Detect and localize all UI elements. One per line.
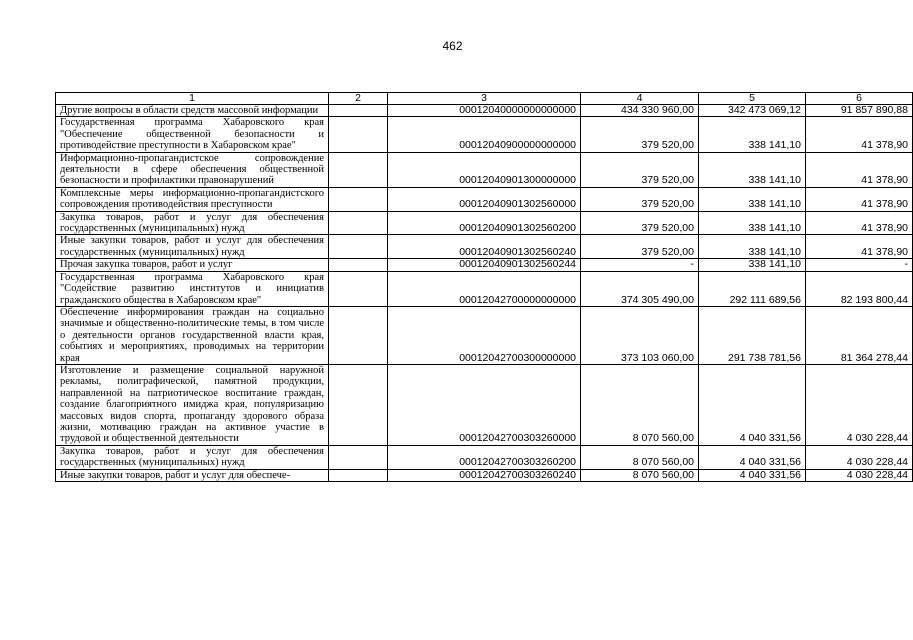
row-value-col6: 41 378,90 [806,117,913,152]
row-code-cell: 00012040901302560240 [388,235,581,259]
table-header-row [56,93,913,105]
column-header-3: 3 [388,93,581,105]
row-name-cell: Обеспечение информирования граждан на социально значимые и общественно-политические темы, в том числе о деятельности органов государственной власти края, событиях и мероприятиях, проводимых на территории края [56,306,329,364]
row-value-col6: 41 378,90 [806,235,913,259]
row-value-col6: - [806,259,913,271]
table-row [56,364,913,445]
row-value-col4: 8 070 560,00 [581,445,699,469]
row-col2-cell [329,306,388,364]
row-value-col6: 4 030 228,44 [806,445,913,469]
row-col2-cell [329,105,388,117]
row-code-cell: 00012040901302560200 [388,211,581,235]
row-col2-cell [329,364,388,445]
row-col2-cell [329,117,388,152]
row-code-cell: 00012040900000000000 [388,117,581,152]
column-header-2: 2 [329,93,388,105]
row-code-cell: 00012042700303260000 [388,364,581,445]
row-value-col6: 41 378,90 [806,211,913,235]
row-value-col4: 379 520,00 [581,211,699,235]
row-value-col6: 82 193 800,44 [806,271,913,306]
row-value-col4: 8 070 560,00 [581,469,699,481]
row-code-cell: 00012042700303260240 [388,469,581,481]
row-value-col5: 4 040 331,56 [699,364,806,445]
table-row [56,105,913,117]
row-code-cell: 00012040901300000000 [388,152,581,187]
table-row [56,469,913,481]
column-header-5: 5 [699,93,806,105]
row-value-col4: 379 520,00 [581,152,699,187]
row-value-col4: 374 305 490,00 [581,271,699,306]
row-value-col4: 373 103 060,00 [581,306,699,364]
row-name-cell: Прочая закупка товаров, работ и услуг [56,259,329,271]
row-value-col6: 41 378,90 [806,187,913,211]
row-value-col4: 379 520,00 [581,187,699,211]
row-code-cell: 00012040901302560000 [388,187,581,211]
table-row [56,235,913,259]
row-value-col6: 41 378,90 [806,152,913,187]
row-value-col6: 81 364 278,44 [806,306,913,364]
row-code-cell: 00012042700300000000 [388,306,581,364]
column-header-6: 6 [806,93,913,105]
row-name-cell: Иные закупки товаров, работ и услуг для обеспече- [56,469,329,481]
row-name-cell: Закупка товаров, работ и услуг для обеспечения государственных (муниципальных) нужд [56,211,329,235]
row-name-cell: Изготовление и размещение социальной наружной рекламы, полиграфической, памятной продукции, направленной на патриотическое воспитание граждан, создание благоприятного имиджа края, популяризацию массовых видов спорта, пропаганду здорового образа жизни, мотивацию граждан на активное участие в трудовой и общественной деятельности [56,364,329,445]
table-row [56,117,913,152]
table-row [56,306,913,364]
row-col2-cell [329,211,388,235]
budget-execution-table [55,92,913,482]
row-value-col4: 8 070 560,00 [581,364,699,445]
row-value-col4: 434 330 960,00 [581,105,699,117]
row-value-col6: 4 030 228,44 [806,364,913,445]
row-value-col5: 338 141,10 [699,152,806,187]
table-row [56,211,913,235]
row-name-cell: Комплексные меры информационно-пропагандистского сопровождения противодействия преступности [56,187,329,211]
row-value-col5: 4 040 331,56 [699,445,806,469]
row-value-col5: 338 141,10 [699,117,806,152]
row-col2-cell [329,259,388,271]
row-value-col5: 291 738 781,56 [699,306,806,364]
row-value-col6: 91 857 890,88 [806,105,913,117]
row-value-col6: 4 030 228,44 [806,469,913,481]
row-code-cell: 00012040000000000000 [388,105,581,117]
table-row [56,445,913,469]
row-value-col5: 342 473 069,12 [699,105,806,117]
row-name-cell: Информационно-пропагандистское сопровождение деятельности в сфере обеспечения общественной безопасности и профилактики правонарушений [56,152,329,187]
row-value-col4: 379 520,00 [581,235,699,259]
column-header-1: 1 [56,93,329,105]
row-col2-cell [329,235,388,259]
row-code-cell: 00012040901302560244 [388,259,581,271]
row-name-cell: Государственная программа Хабаровского края "Обеспечение общественной безопасности и противодействие преступности в Хабаровском крае" [56,117,329,152]
row-value-col5: 338 141,10 [699,259,806,271]
row-col2-cell [329,187,388,211]
table-row [56,187,913,211]
row-value-col5: 4 040 331,56 [699,469,806,481]
row-col2-cell [329,152,388,187]
row-value-col5: 338 141,10 [699,211,806,235]
row-col2-cell [329,469,388,481]
row-code-cell: 00012042700000000000 [388,271,581,306]
row-value-col4: 379 520,00 [581,117,699,152]
row-name-cell: Государственная программа Хабаровского края "Содействие развитию институтов и инициатив гражданского общества в Хабаровском крае" [56,271,329,306]
table-row [56,259,913,271]
table-row [56,152,913,187]
row-value-col5: 292 111 689,56 [699,271,806,306]
row-value-col5: 338 141,10 [699,235,806,259]
row-name-cell: Другие вопросы в области средств массовой информации [56,105,329,117]
row-value-col4: - [581,259,699,271]
row-name-cell: Иные закупки товаров, работ и услуг для обеспечения государственных (муниципальных) нужд [56,235,329,259]
table-row [56,271,913,306]
row-name-cell: Закупка товаров, работ и услуг для обеспечения государственных (муниципальных) нужд [56,445,329,469]
row-col2-cell [329,445,388,469]
page-number: 462 [442,39,463,53]
row-col2-cell [329,271,388,306]
row-value-col5: 338 141,10 [699,187,806,211]
row-code-cell: 00012042700303260200 [388,445,581,469]
column-header-4: 4 [581,93,699,105]
